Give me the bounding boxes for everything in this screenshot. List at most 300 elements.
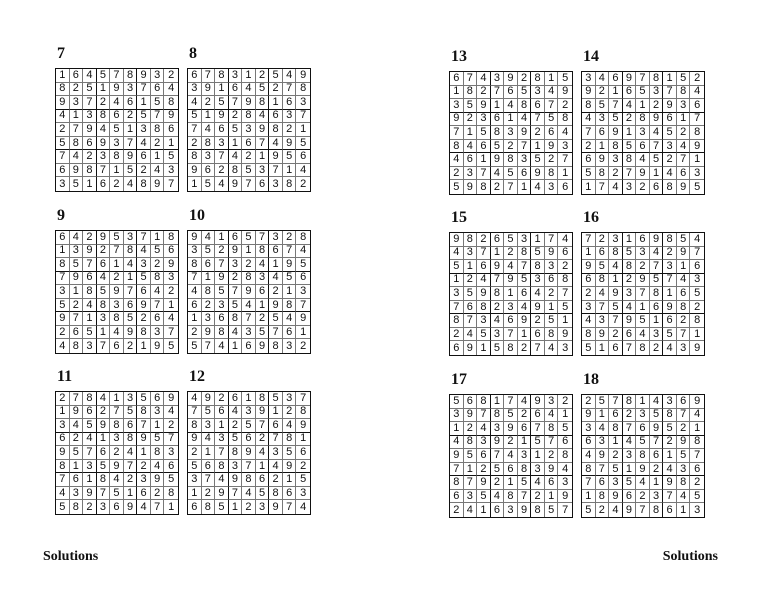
sudoku-cell: 8 (83, 392, 97, 406)
sudoku-cell: 4 (229, 326, 243, 340)
sudoku-cell: 5 (518, 86, 532, 100)
sudoku-cell: 4 (296, 245, 310, 259)
sudoku-cell: 5 (164, 150, 178, 164)
sudoku-cell: 6 (164, 460, 178, 474)
sudoku-cell: 5 (83, 83, 97, 97)
sudoku-cell: 8 (124, 245, 138, 259)
sudoku-cell: 4 (558, 126, 572, 140)
sudoku-cell: 4 (137, 137, 151, 151)
sudoku-cell: 9 (464, 180, 478, 194)
sudoku-cell: 9 (151, 339, 165, 353)
sudoku-grid (449, 394, 573, 518)
sudoku-cell: 2 (110, 177, 124, 191)
sudoku-cell: 3 (623, 287, 637, 301)
sudoku-cell: 5 (151, 433, 165, 447)
sudoku-cell: 3 (694, 503, 701, 516)
sudoku-cell: 7 (202, 69, 216, 83)
sudoku-cell: 7 (164, 433, 178, 447)
sudoku-cell: 4 (477, 422, 491, 436)
sudoku-cell: 6 (596, 126, 610, 140)
sudoku-cell: 6 (491, 113, 505, 127)
sudoku-cell: 5 (283, 150, 297, 164)
sudoku-cell: 9 (188, 164, 202, 178)
sudoku-grid (187, 391, 311, 515)
sudoku-cell: 6 (650, 301, 664, 315)
sudoku-cell: 7 (663, 274, 677, 288)
sudoku-cell: 1 (83, 312, 97, 326)
sudoku-cell: 1 (151, 419, 165, 433)
sudoku-grid (581, 232, 705, 356)
sudoku-cell: 3 (450, 287, 464, 301)
sudoku-cell: 8 (151, 123, 165, 137)
sudoku-cell: 5 (137, 272, 151, 286)
sudoku-cell: 7 (269, 433, 283, 447)
sudoku-cell: 1 (518, 180, 532, 194)
sudoku-cell: 8 (491, 126, 505, 140)
puzzle-number: 18 (583, 371, 599, 388)
sudoku-cell: 9 (596, 328, 610, 342)
sudoku-cell: 4 (450, 247, 464, 261)
sudoku-cell: 9 (269, 500, 283, 514)
sudoku-cell: 5 (558, 301, 572, 315)
sudoku-cell: 1 (636, 99, 650, 113)
sudoku-cell: 7 (518, 140, 532, 154)
sudoku-cell: 1 (636, 395, 650, 409)
sudoku-cell: 1 (124, 487, 138, 501)
sudoku-cell: 9 (450, 233, 464, 247)
sudoku-cell: 1 (650, 476, 664, 490)
sudoku-cell: 3 (164, 446, 178, 460)
sudoku-cell: 6 (562, 180, 569, 193)
sudoku-cell: 8 (464, 233, 478, 247)
sudoku-cell: 8 (623, 395, 637, 409)
sudoku-cell: 3 (650, 328, 664, 342)
sudoku-cell: 1 (663, 449, 677, 463)
sudoku-cell: 8 (70, 137, 84, 151)
sudoku-cell: 5 (110, 231, 124, 245)
sudoku-cell: 2 (151, 258, 165, 272)
sudoku-cell: 3 (545, 395, 559, 409)
sudoku-cell: 8 (188, 419, 202, 433)
sudoku-cell: 5 (137, 110, 151, 124)
sudoku-cell: 6 (164, 123, 178, 137)
sudoku-cell: 6 (690, 463, 704, 477)
sudoku-cell: 5 (97, 69, 111, 83)
sudoku-cell: 3 (229, 69, 243, 83)
sudoku-cell: 9 (623, 314, 637, 328)
sudoku-cell: 3 (124, 231, 138, 245)
sudoku-cell: 3 (663, 395, 677, 409)
sudoku-cell: 3 (83, 339, 97, 353)
sudoku-cell: 2 (242, 258, 256, 272)
sudoku-cell: 4 (202, 231, 216, 245)
sudoku-solution-12 (187, 367, 311, 515)
sudoku-cell: 3 (164, 164, 178, 178)
sudoku-cell: 1 (151, 150, 165, 164)
sudoku-cell: 4 (256, 110, 270, 124)
sudoku-cell: 9 (694, 341, 701, 354)
sudoku-cell: 2 (518, 409, 532, 423)
sudoku-cell: 7 (623, 167, 637, 181)
sudoku-cell: 9 (531, 395, 545, 409)
sudoku-cell: 4 (164, 406, 178, 420)
sudoku-cell: 4 (188, 285, 202, 299)
sudoku-cell: 7 (450, 463, 464, 477)
sudoku-cell: 8 (623, 153, 637, 167)
sudoku-cell: 5 (229, 123, 243, 137)
sudoku-cell: 9 (70, 272, 84, 286)
sudoku-cell: 8 (110, 312, 124, 326)
sudoku-cell: 6 (663, 113, 677, 127)
sudoku-cell: 5 (124, 406, 138, 420)
sudoku-cell: 2 (296, 460, 310, 474)
sudoku-cell: 4 (504, 99, 518, 113)
sudoku-cell: 4 (164, 83, 178, 97)
sudoku-cell: 5 (242, 164, 256, 178)
sudoku-cell: 2 (690, 476, 704, 490)
sudoku-cell: 3 (545, 260, 559, 274)
sudoku-cell: 3 (623, 449, 637, 463)
sudoku-cell: 3 (151, 406, 165, 420)
sudoku-cell: 3 (609, 476, 623, 490)
sudoku-cell: 4 (545, 341, 559, 355)
sudoku-cell: 6 (296, 446, 310, 460)
sudoku-cell: 4 (650, 126, 664, 140)
sudoku-cell: 6 (188, 299, 202, 313)
sudoku-cell: 7 (636, 72, 650, 86)
sudoku-cell: 4 (558, 463, 572, 477)
sudoku-cell: 3 (269, 446, 283, 460)
sudoku-cell: 2 (582, 140, 596, 154)
sudoku-cell: 1 (188, 312, 202, 326)
sudoku-cell: 2 (97, 96, 111, 110)
sudoku-cell: 3 (296, 285, 310, 299)
sudoku-cell: 8 (296, 406, 310, 420)
sudoku-cell: 8 (296, 231, 310, 245)
sudoku-cell: 8 (663, 409, 677, 423)
sudoku-cell: 8 (663, 180, 677, 194)
sudoku-cell: 3 (582, 301, 596, 315)
sudoku-cell: 7 (545, 99, 559, 113)
sudoku-cell: 6 (609, 72, 623, 86)
sudoku-cell: 3 (558, 476, 572, 490)
sudoku-cell: 6 (558, 436, 572, 450)
sudoku-cell: 8 (558, 274, 572, 288)
sudoku-cell: 7 (83, 96, 97, 110)
sudoku-cell: 6 (531, 409, 545, 423)
sudoku-cell: 4 (269, 137, 283, 151)
sudoku-cell: 8 (269, 339, 283, 353)
sudoku-cell: 4 (124, 258, 138, 272)
sudoku-cell: 7 (151, 500, 165, 514)
sudoku-cell: 3 (464, 167, 478, 181)
sudoku-cell: 7 (491, 449, 505, 463)
sudoku-cell: 2 (283, 231, 297, 245)
sudoku-cell: 4 (545, 86, 559, 100)
sudoku-cell: 8 (636, 449, 650, 463)
sudoku-cell: 8 (283, 177, 297, 191)
sudoku-cell: 2 (137, 460, 151, 474)
sudoku-cell: 8 (690, 436, 704, 450)
sudoku-cell: 6 (151, 312, 165, 326)
sudoku-cell: 1 (229, 137, 243, 151)
sudoku-cell: 1 (464, 260, 478, 274)
sudoku-cell: 2 (558, 395, 572, 409)
sudoku-cell: 1 (229, 500, 243, 514)
sudoku-cell: 8 (609, 422, 623, 436)
sudoku-cell: 1 (690, 328, 704, 342)
sudoku-cell: 7 (558, 287, 572, 301)
sudoku-cell: 4 (70, 231, 84, 245)
sudoku-cell: 4 (464, 503, 478, 517)
sudoku-cell: 1 (464, 126, 478, 140)
sudoku-cell: 3 (677, 341, 691, 355)
sudoku-cell: 1 (596, 341, 610, 355)
sudoku-cell: 1 (504, 287, 518, 301)
sudoku-cell: 7 (531, 422, 545, 436)
sudoku-cell: 5 (650, 274, 664, 288)
sudoku-cell: 7 (70, 392, 84, 406)
sudoku-cell: 1 (636, 301, 650, 315)
sudoku-cell: 8 (188, 258, 202, 272)
sudoku-cell: 8 (477, 180, 491, 194)
sudoku-cell: 7 (582, 233, 596, 247)
sudoku-cell: 3 (215, 299, 229, 313)
sudoku-cell: 9 (296, 419, 310, 433)
sudoku-cell: 2 (300, 339, 307, 352)
sudoku-cell: 1 (450, 86, 464, 100)
sudoku-cell: 6 (518, 422, 532, 436)
puzzle-number: 10 (189, 207, 205, 224)
sudoku-solution-18 (581, 370, 705, 518)
sudoku-cell: 8 (202, 500, 216, 514)
sudoku-cell: 1 (70, 110, 84, 124)
sudoku-cell: 1 (256, 299, 270, 313)
sudoku-cell: 9 (582, 409, 596, 423)
sudoku-cell: 5 (124, 164, 138, 178)
sudoku-cell: 5 (124, 312, 138, 326)
sudoku-cell: 4 (690, 233, 704, 247)
sudoku-cell: 4 (690, 409, 704, 423)
sudoku-cell: 7 (188, 406, 202, 420)
sudoku-cell: 9 (215, 272, 229, 286)
sudoku-cell: 8 (491, 287, 505, 301)
sudoku-cell: 4 (531, 476, 545, 490)
sudoku-cell: 1 (124, 123, 138, 137)
sudoku-cell: 6 (215, 312, 229, 326)
sudoku-cell: 1 (256, 460, 270, 474)
sudoku-cell: 6 (269, 245, 283, 259)
sudoku-cell: 5 (518, 476, 532, 490)
footer-label-right: Solutions (662, 549, 718, 564)
sudoku-cell: 7 (518, 260, 532, 274)
sudoku-cell: 1 (491, 99, 505, 113)
sudoku-cell: 4 (518, 113, 532, 127)
sudoku-cell: 4 (582, 113, 596, 127)
sudoku-grid (187, 68, 311, 192)
sudoku-cell: 5 (269, 392, 283, 406)
sudoku-cell: 4 (477, 72, 491, 86)
sudoku-cell: 5 (202, 406, 216, 420)
sudoku-cell: 1 (596, 140, 610, 154)
sudoku-cell: 6 (477, 449, 491, 463)
sudoku-cell: 6 (296, 150, 310, 164)
sudoku-cell: 6 (124, 419, 138, 433)
sudoku-cell: 4 (636, 476, 650, 490)
sudoku-cell: 1 (531, 140, 545, 154)
sudoku-cell: 4 (151, 285, 165, 299)
sudoku-cell: 5 (690, 287, 704, 301)
sudoku-cell: 2 (545, 449, 559, 463)
sudoku-cell: 2 (151, 137, 165, 151)
sudoku-cell: 8 (677, 86, 691, 100)
sudoku-cell: 7 (663, 86, 677, 100)
sudoku-cell: 3 (151, 69, 165, 83)
sudoku-cell: 8 (242, 473, 256, 487)
sudoku-cell: 8 (582, 463, 596, 477)
sudoku-cell: 3 (531, 463, 545, 477)
sudoku-cell: 5 (242, 231, 256, 245)
sudoku-cell: 7 (531, 341, 545, 355)
sudoku-cell: 8 (110, 150, 124, 164)
sudoku-cell: 6 (677, 167, 691, 181)
sudoku-cell: 5 (464, 449, 478, 463)
sudoku-cell: 2 (188, 137, 202, 151)
sudoku-cell: 7 (97, 164, 111, 178)
sudoku-cell: 3 (636, 409, 650, 423)
sudoku-cell: 6 (623, 86, 637, 100)
sudoku-cell: 7 (464, 476, 478, 490)
sudoku-cell: 3 (188, 473, 202, 487)
sudoku-cell: 5 (269, 69, 283, 83)
sudoku-cell: 6 (596, 247, 610, 261)
sudoku-cell: 3 (558, 140, 572, 154)
sudoku-cell: 9 (83, 123, 97, 137)
sudoku-cell: 5 (636, 314, 650, 328)
sudoku-cell: 4 (283, 69, 297, 83)
sudoku-cell: 6 (256, 177, 270, 191)
sudoku-cell: 7 (188, 272, 202, 286)
sudoku-cell: 8 (450, 140, 464, 154)
sudoku-cell: 9 (242, 446, 256, 460)
sudoku-cell: 2 (164, 69, 178, 83)
sudoku-cell: 7 (269, 164, 283, 178)
sudoku-cell: 2 (283, 406, 297, 420)
sudoku-cell: 7 (477, 409, 491, 423)
sudoku-cell: 2 (450, 167, 464, 181)
sudoku-cell: 9 (124, 500, 138, 514)
sudoku-cell: 5 (70, 258, 84, 272)
sudoku-cell: 1 (545, 490, 559, 504)
sudoku-cell: 3 (518, 449, 532, 463)
sudoku-cell: 3 (164, 272, 178, 286)
sudoku-cell: 4 (677, 490, 691, 504)
sudoku-cell: 3 (256, 272, 270, 286)
sudoku-cell: 1 (623, 126, 637, 140)
puzzle-number: 11 (57, 368, 73, 385)
sudoku-cell: 4 (531, 287, 545, 301)
sudoku-cell: 9 (650, 422, 664, 436)
sudoku-cell: 4 (663, 463, 677, 477)
sudoku-cell: 9 (477, 99, 491, 113)
sudoku-cell: 6 (256, 473, 270, 487)
sudoku-cell: 9 (97, 231, 111, 245)
sudoku-cell: 2 (504, 436, 518, 450)
sudoku-cell: 6 (518, 287, 532, 301)
sudoku-cell: 8 (269, 123, 283, 137)
sudoku-cell: 6 (124, 96, 138, 110)
sudoku-cell: 7 (636, 287, 650, 301)
sudoku-cell: 9 (256, 339, 270, 353)
sudoku-cell: 6 (70, 326, 84, 340)
sudoku-cell: 1 (97, 326, 111, 340)
sudoku-cell: 1 (504, 113, 518, 127)
sudoku-solution-17 (449, 370, 573, 518)
sudoku-cell: 8 (596, 274, 610, 288)
sudoku-cell: 4 (56, 487, 70, 501)
sudoku-cell: 4 (596, 287, 610, 301)
sudoku-cell: 5 (558, 422, 572, 436)
sudoku-cell: 3 (70, 487, 84, 501)
sudoku-cell: 7 (609, 395, 623, 409)
sudoku-cell: 6 (545, 476, 559, 490)
sudoku-cell: 5 (296, 258, 310, 272)
sudoku-cell: 5 (450, 260, 464, 274)
sudoku-cell: 1 (296, 433, 310, 447)
sudoku-cell: 5 (491, 140, 505, 154)
sudoku-cell: 6 (83, 137, 97, 151)
sudoku-cell: 9 (491, 260, 505, 274)
sudoku-cell: 6 (450, 490, 464, 504)
sudoku-cell: 7 (650, 260, 664, 274)
sudoku-cell: 2 (596, 233, 610, 247)
sudoku-cell: 8 (151, 272, 165, 286)
sudoku-cell: 4 (663, 341, 677, 355)
sudoku-cell: 6 (97, 177, 111, 191)
sudoku-cell: 5 (582, 167, 596, 181)
sudoku-cell: 7 (83, 258, 97, 272)
sudoku-cell: 4 (110, 326, 124, 340)
sudoku-cell: 1 (283, 164, 297, 178)
sudoku-cell: 9 (215, 110, 229, 124)
sudoku-cell: 4 (242, 299, 256, 313)
sudoku-cell: 4 (56, 110, 70, 124)
sudoku-cell: 9 (663, 301, 677, 315)
sudoku-cell: 2 (636, 490, 650, 504)
sudoku-cell: 8 (518, 99, 532, 113)
puzzle-number: 13 (451, 48, 467, 65)
sudoku-cell: 1 (215, 231, 229, 245)
sudoku-cell: 3 (269, 231, 283, 245)
sudoku-cell: 8 (242, 110, 256, 124)
sudoku-cell: 8 (450, 476, 464, 490)
puzzle-number: 12 (189, 368, 205, 385)
sudoku-cell: 1 (242, 245, 256, 259)
sudoku-grid (581, 394, 705, 518)
sudoku-cell: 5 (504, 167, 518, 181)
sudoku-cell: 9 (70, 164, 84, 178)
sudoku-cell: 9 (609, 287, 623, 301)
sudoku-cell: 6 (269, 110, 283, 124)
sudoku-cell: 5 (202, 177, 216, 191)
sudoku-cell: 2 (269, 473, 283, 487)
sudoku-cell: 9 (164, 110, 178, 124)
sudoku-cell: 6 (677, 395, 691, 409)
sudoku-cell: 7 (269, 326, 283, 340)
sudoku-cell: 3 (137, 473, 151, 487)
sudoku-cell: 1 (545, 72, 559, 86)
sudoku-cell: 1 (269, 406, 283, 420)
